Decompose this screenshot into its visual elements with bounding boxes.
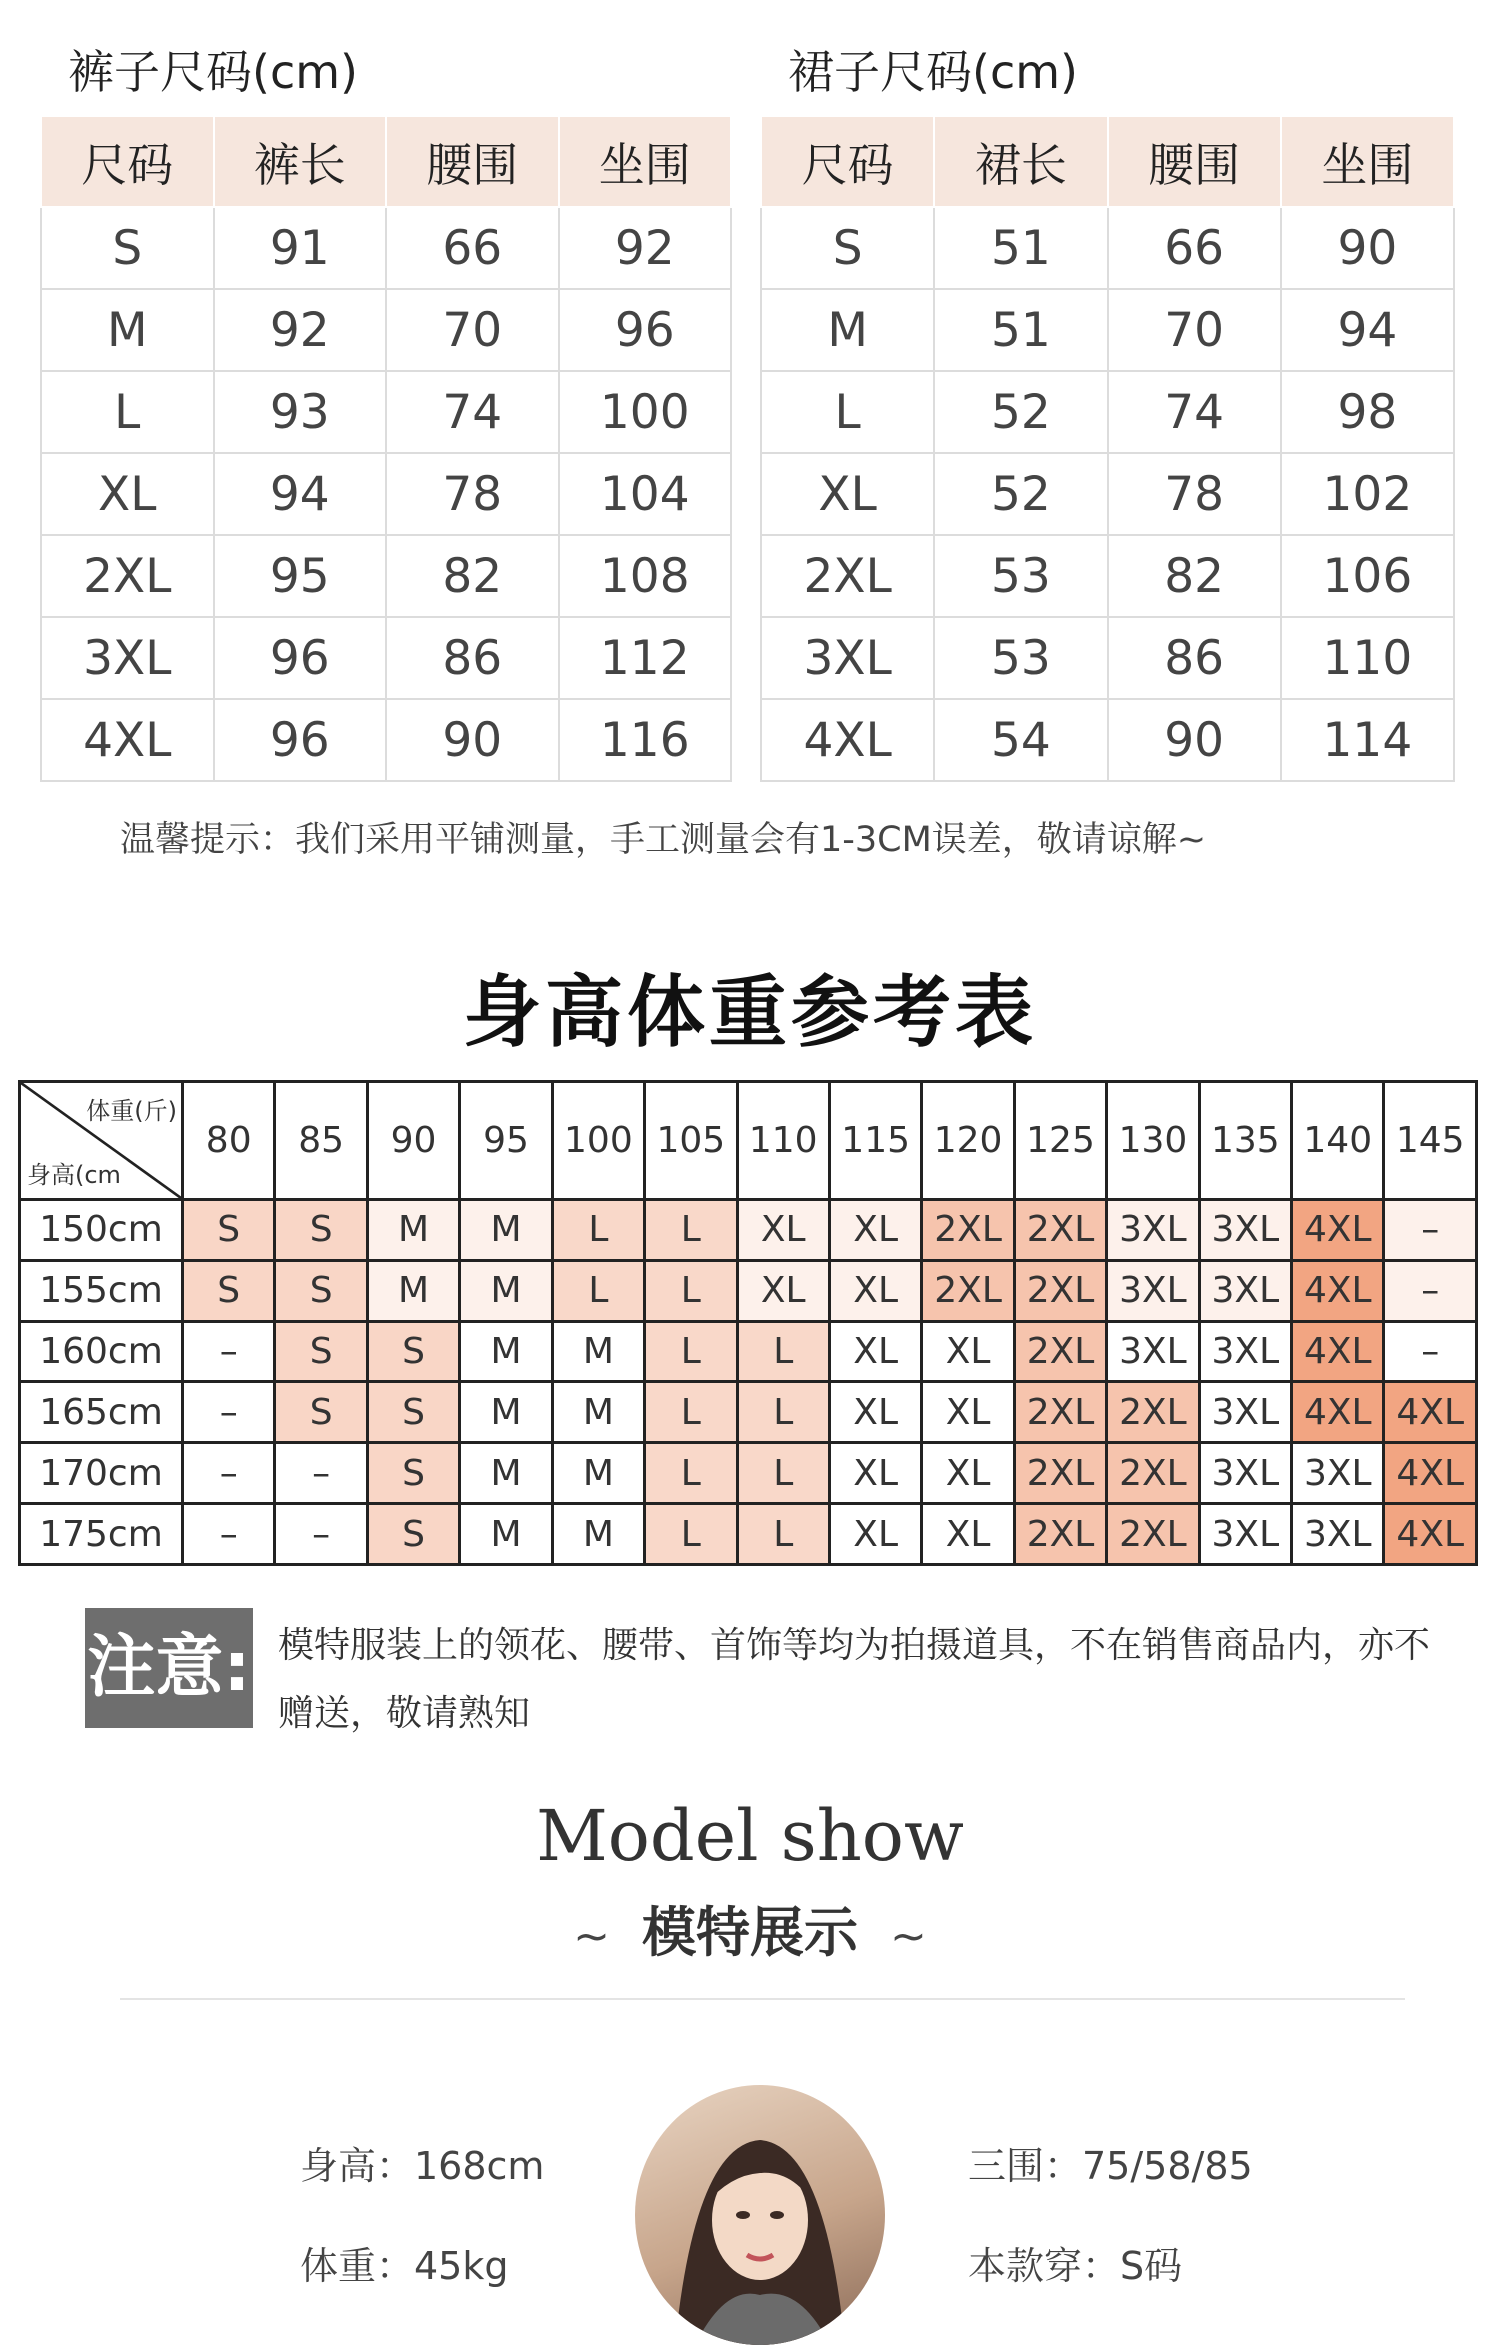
size-cell: M xyxy=(460,1504,552,1565)
size-cell: 3XL xyxy=(1199,1321,1291,1382)
weight-header: 120 xyxy=(922,1082,1014,1200)
model-cn-text: 模特展示 xyxy=(642,1901,858,1964)
table-cell: 2XL xyxy=(41,535,214,617)
notice-text: 模特服装上的领花、腰带、首饰等均为拍摄道具，不在销售商品内，亦不赠送，敬请熟知 xyxy=(278,1625,1431,1734)
height-label: 170cm xyxy=(20,1443,183,1504)
column-header: 腰围 xyxy=(386,116,559,207)
table-cell: 70 xyxy=(1108,289,1281,371)
table-cell: 110 xyxy=(1281,617,1454,699)
model-height: 身高：168cm xyxy=(300,2144,545,2188)
table-cell: 52 xyxy=(934,371,1107,453)
table-cell: 3XL xyxy=(761,617,934,699)
size-cell: M xyxy=(367,1260,459,1321)
size-cell: L xyxy=(737,1321,829,1382)
table-cell: 90 xyxy=(386,699,559,781)
size-cell: M xyxy=(460,1443,552,1504)
size-cell: M xyxy=(552,1321,644,1382)
size-cell: L xyxy=(645,1504,737,1565)
size-cell: 4XL xyxy=(1292,1321,1384,1382)
column-header: 裙长 xyxy=(934,116,1107,207)
tilde-decoration-right: ~ xyxy=(890,1911,927,1962)
table-cell: 90 xyxy=(1281,207,1454,289)
table-cell: 98 xyxy=(1281,371,1454,453)
table-cell: 102 xyxy=(1281,453,1454,535)
weight-header-row xyxy=(20,1082,1477,1200)
table-cell: L xyxy=(41,371,214,453)
table-cell: 74 xyxy=(386,371,559,453)
table-cell: 53 xyxy=(934,617,1107,699)
weight-header: 135 xyxy=(1199,1082,1291,1200)
weight-axis-label: 体重(斤) xyxy=(86,1097,177,1125)
size-cell: L xyxy=(737,1382,829,1443)
weight-header: 115 xyxy=(829,1082,921,1200)
table-cell: 2XL xyxy=(761,535,934,617)
size-cell: – xyxy=(1384,1260,1477,1321)
size-cell: 3XL xyxy=(1199,1260,1291,1321)
weight-header: 90 xyxy=(367,1082,459,1200)
weight-header: 130 xyxy=(1107,1082,1199,1200)
size-cell: XL xyxy=(829,1200,921,1261)
size-cell: XL xyxy=(829,1382,921,1443)
size-cell: 3XL xyxy=(1107,1321,1199,1382)
size-cell: – xyxy=(1384,1321,1477,1382)
size-cell: XL xyxy=(922,1504,1014,1565)
size-cell: 4XL xyxy=(1292,1260,1384,1321)
table-cell: S xyxy=(41,207,214,289)
table-cell: 96 xyxy=(559,289,732,371)
table-row xyxy=(761,453,1454,535)
table-corner-cell xyxy=(20,1082,183,1200)
tilde-decoration-left: ~ xyxy=(573,1911,610,1962)
size-cell: M xyxy=(460,1200,552,1261)
table-row xyxy=(761,535,1454,617)
skirt-size-table xyxy=(760,115,1455,782)
table-cell: 4XL xyxy=(41,699,214,781)
table-cell: 82 xyxy=(386,535,559,617)
height-label: 175cm xyxy=(20,1504,183,1565)
size-cell: M xyxy=(552,1443,644,1504)
table-cell: 54 xyxy=(934,699,1107,781)
size-cell: XL xyxy=(922,1321,1014,1382)
table-row xyxy=(41,699,731,781)
size-cell: 2XL xyxy=(1014,1200,1106,1261)
size-cell: 3XL xyxy=(1199,1200,1291,1261)
size-cell: – xyxy=(183,1443,275,1504)
size-cell: M xyxy=(552,1504,644,1565)
skirt-size-title: 裙子尺码(cm) xyxy=(788,45,1078,99)
table-row xyxy=(761,617,1454,699)
model-show-cn-title xyxy=(0,1890,1500,1967)
size-cell: M xyxy=(460,1260,552,1321)
table-cell: 94 xyxy=(214,453,387,535)
height-axis-label: 身高(cm xyxy=(27,1161,121,1189)
size-cell: XL xyxy=(829,1504,921,1565)
table-cell: 112 xyxy=(559,617,732,699)
size-cell: L xyxy=(737,1504,829,1565)
table-row xyxy=(41,289,731,371)
table-cell: 106 xyxy=(1281,535,1454,617)
table-cell: XL xyxy=(41,453,214,535)
size-cell: L xyxy=(645,1321,737,1382)
table-row xyxy=(41,207,731,289)
size-cell: 2XL xyxy=(1014,1504,1106,1565)
size-cell: 3XL xyxy=(1199,1382,1291,1443)
size-cell: 4XL xyxy=(1384,1443,1477,1504)
size-cell: XL xyxy=(829,1260,921,1321)
size-cell: M xyxy=(460,1321,552,1382)
table-row xyxy=(20,1382,1477,1443)
table-cell: 3XL xyxy=(41,617,214,699)
size-cell: L xyxy=(552,1260,644,1321)
table-cell: 86 xyxy=(386,617,559,699)
size-cell: S xyxy=(275,1382,367,1443)
size-cell: L xyxy=(552,1200,644,1261)
table-row xyxy=(41,617,731,699)
size-cell: – xyxy=(183,1504,275,1565)
size-cell: S xyxy=(183,1200,275,1261)
size-cell: 2XL xyxy=(1014,1443,1106,1504)
table-cell: 94 xyxy=(1281,289,1454,371)
size-cell: 3XL xyxy=(1107,1200,1199,1261)
divider xyxy=(120,1998,1405,2000)
table-cell: 74 xyxy=(1108,371,1281,453)
size-cell: 2XL xyxy=(1014,1321,1106,1382)
size-cell: – xyxy=(183,1321,275,1382)
table-row xyxy=(41,371,731,453)
table-row xyxy=(41,453,731,535)
size-cell: 4XL xyxy=(1384,1504,1477,1565)
table-cell: 66 xyxy=(1108,207,1281,289)
table-cell: M xyxy=(761,289,934,371)
table-cell: 51 xyxy=(934,289,1107,371)
weight-header: 80 xyxy=(183,1082,275,1200)
weight-header: 85 xyxy=(275,1082,367,1200)
table-cell: 52 xyxy=(934,453,1107,535)
size-cell: 3XL xyxy=(1199,1504,1291,1565)
size-cell: 2XL xyxy=(922,1260,1014,1321)
weight-header: 145 xyxy=(1384,1082,1477,1200)
model-avatar xyxy=(635,2085,885,2345)
table-cell: 82 xyxy=(1108,535,1281,617)
size-cell: XL xyxy=(829,1321,921,1382)
size-cell: S xyxy=(183,1260,275,1321)
height-weight-title: 身高体重参考表 xyxy=(462,968,1037,1058)
table-cell: M xyxy=(41,289,214,371)
table-cell: 108 xyxy=(559,535,732,617)
table-cell: XL xyxy=(761,453,934,535)
table-cell: 93 xyxy=(214,371,387,453)
table-cell: 4XL xyxy=(761,699,934,781)
pants-size-table xyxy=(40,115,732,782)
size-cell: 3XL xyxy=(1292,1504,1384,1565)
size-cell: 4XL xyxy=(1292,1382,1384,1443)
size-cell: XL xyxy=(737,1260,829,1321)
size-cell: – xyxy=(275,1443,367,1504)
table-header-row xyxy=(41,116,731,207)
notice-label: 注意: xyxy=(85,1608,253,1728)
table-row xyxy=(20,1504,1477,1565)
size-cell: M xyxy=(552,1382,644,1443)
size-cell: 2XL xyxy=(1107,1504,1199,1565)
size-cell: XL xyxy=(922,1443,1014,1504)
model-size-worn: 本款穿：S码 xyxy=(968,2244,1183,2288)
pants-size-title: 裤子尺码(cm) xyxy=(68,45,358,99)
table-cell: 70 xyxy=(386,289,559,371)
size-cell: S xyxy=(275,1260,367,1321)
size-cell: L xyxy=(645,1260,737,1321)
column-header: 尺码 xyxy=(761,116,934,207)
model-portrait-icon xyxy=(635,2085,885,2345)
size-cell: 2XL xyxy=(922,1200,1014,1261)
size-cell: M xyxy=(460,1382,552,1443)
height-label: 155cm xyxy=(20,1260,183,1321)
size-cell: 2XL xyxy=(1014,1260,1106,1321)
table-row xyxy=(20,1321,1477,1382)
height-label: 160cm xyxy=(20,1321,183,1382)
table-cell: 104 xyxy=(559,453,732,535)
weight-header: 110 xyxy=(737,1082,829,1200)
table-cell: 78 xyxy=(386,453,559,535)
table-cell: 96 xyxy=(214,699,387,781)
size-cell: M xyxy=(367,1200,459,1261)
column-header: 裤长 xyxy=(214,116,387,207)
height-label: 165cm xyxy=(20,1382,183,1443)
table-cell: 86 xyxy=(1108,617,1281,699)
size-cell: S xyxy=(275,1200,367,1261)
table-cell: 66 xyxy=(386,207,559,289)
size-cell: 3XL xyxy=(1199,1443,1291,1504)
table-cell: L xyxy=(761,371,934,453)
table-row xyxy=(761,699,1454,781)
size-cell: S xyxy=(367,1382,459,1443)
table-row xyxy=(761,289,1454,371)
table-cell: S xyxy=(761,207,934,289)
table-cell: 96 xyxy=(214,617,387,699)
size-cell: XL xyxy=(737,1200,829,1261)
table-cell: 95 xyxy=(214,535,387,617)
table-cell: 114 xyxy=(1281,699,1454,781)
table-cell: 53 xyxy=(934,535,1107,617)
size-cell: L xyxy=(645,1382,737,1443)
size-cell: L xyxy=(737,1443,829,1504)
size-cell: 2XL xyxy=(1107,1382,1199,1443)
size-cell: L xyxy=(645,1443,737,1504)
table-cell: 90 xyxy=(1108,699,1281,781)
size-cell: S xyxy=(367,1321,459,1382)
size-cell: – xyxy=(183,1382,275,1443)
size-cell: 2XL xyxy=(1107,1443,1199,1504)
size-cell: XL xyxy=(922,1382,1014,1443)
table-row xyxy=(761,207,1454,289)
size-cell: S xyxy=(275,1321,367,1382)
model-measurements: 三围：75/58/85 xyxy=(968,2144,1253,2188)
table-cell: 78 xyxy=(1108,453,1281,535)
size-cell: 3XL xyxy=(1107,1260,1199,1321)
table-row xyxy=(41,535,731,617)
size-cell: 4XL xyxy=(1292,1200,1384,1261)
column-header: 尺码 xyxy=(41,116,214,207)
size-cell: S xyxy=(367,1443,459,1504)
table-cell: 92 xyxy=(214,289,387,371)
table-cell: 91 xyxy=(214,207,387,289)
model-show-title: Model show xyxy=(536,1795,964,1877)
weight-header: 140 xyxy=(1292,1082,1384,1200)
height-weight-table xyxy=(18,1080,1478,1566)
table-row xyxy=(20,1260,1477,1321)
weight-header: 125 xyxy=(1014,1082,1106,1200)
table-cell: 92 xyxy=(559,207,732,289)
weight-header: 105 xyxy=(645,1082,737,1200)
column-header: 坐围 xyxy=(559,116,732,207)
size-cell: 2XL xyxy=(1014,1382,1106,1443)
measurement-tip: 温馨提示：我们采用平铺测量，手工测量会有1-3CM误差，敬请谅解~ xyxy=(120,820,1207,860)
height-label: 150cm xyxy=(20,1200,183,1261)
size-cell: – xyxy=(275,1504,367,1565)
size-cell: – xyxy=(1384,1200,1477,1261)
table-row xyxy=(20,1443,1477,1504)
weight-header: 95 xyxy=(460,1082,552,1200)
size-cell: L xyxy=(645,1200,737,1261)
size-cell: 4XL xyxy=(1384,1382,1477,1443)
column-header: 坐围 xyxy=(1281,116,1454,207)
table-cell: 116 xyxy=(559,699,732,781)
table-header-row xyxy=(761,116,1454,207)
table-row xyxy=(761,371,1454,453)
column-header: 腰围 xyxy=(1108,116,1281,207)
model-weight: 体重：45kg xyxy=(300,2244,509,2288)
size-cell: XL xyxy=(829,1443,921,1504)
size-cell: 3XL xyxy=(1292,1443,1384,1504)
table-cell: 100 xyxy=(559,371,732,453)
table-row xyxy=(20,1200,1477,1261)
size-cell: S xyxy=(367,1504,459,1565)
weight-header: 100 xyxy=(552,1082,644,1200)
table-cell: 51 xyxy=(934,207,1107,289)
